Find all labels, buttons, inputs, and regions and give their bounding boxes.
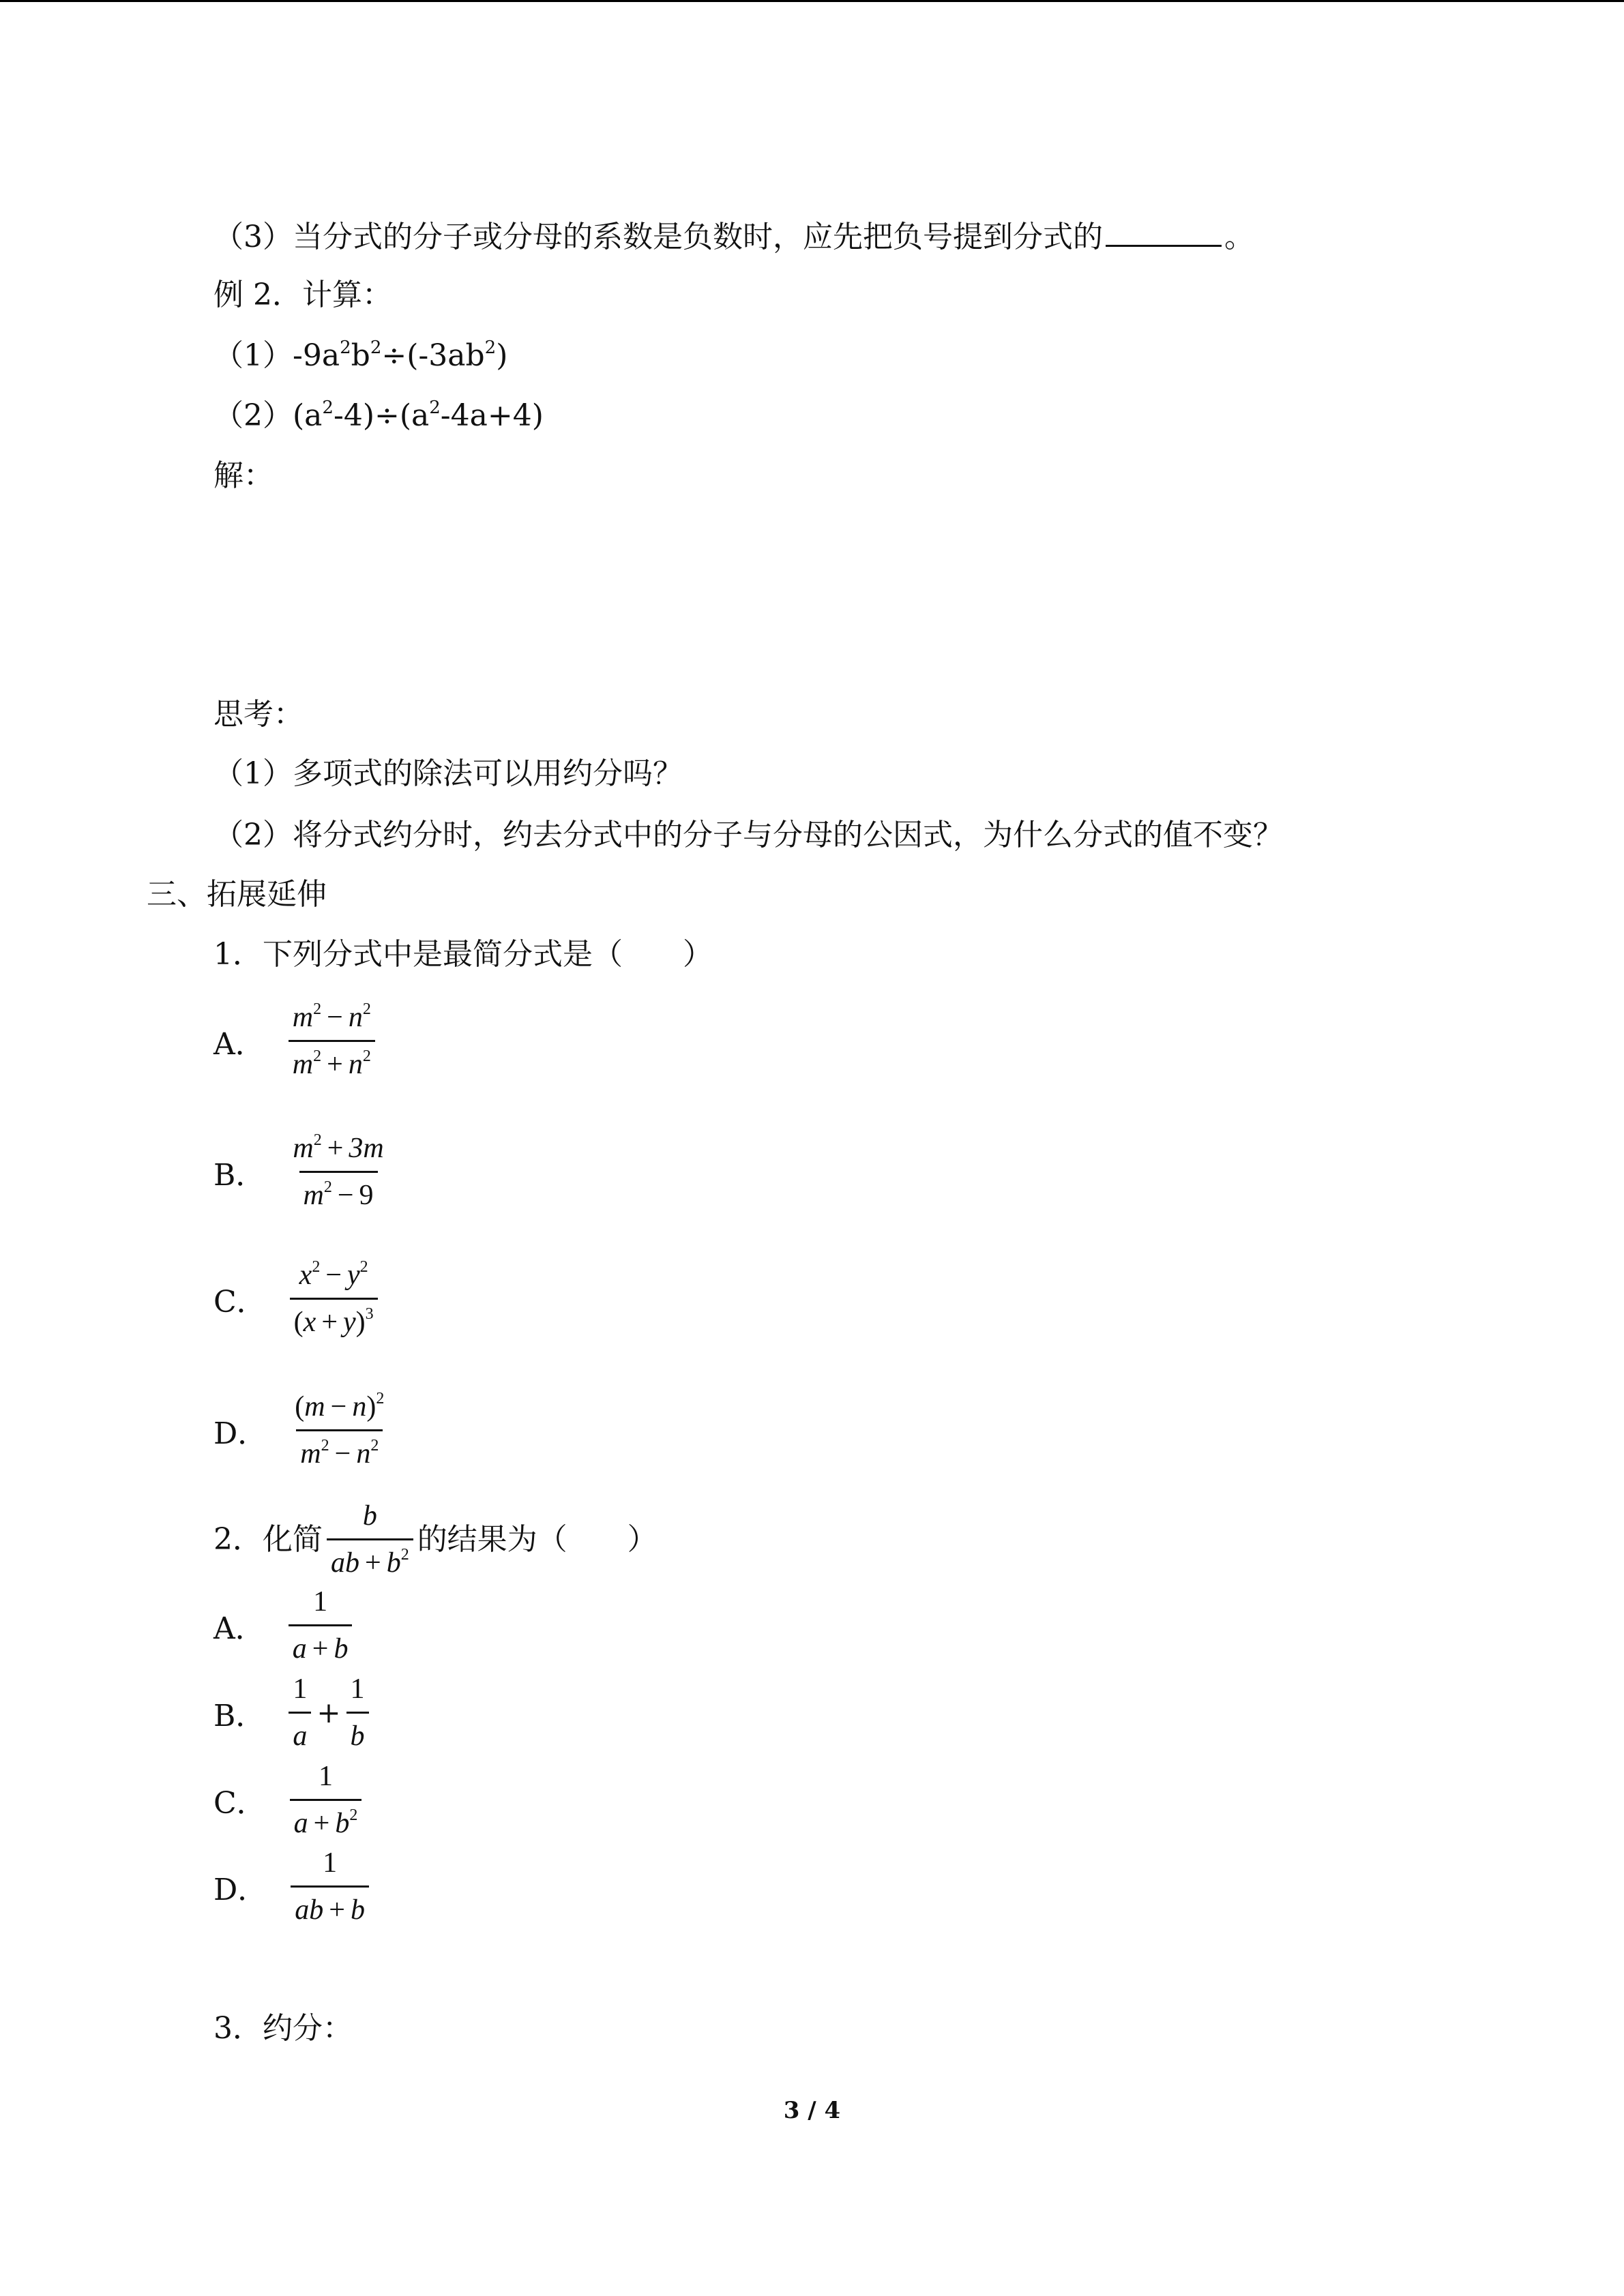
- fraction: $\frac{1}{ab + b}$: [291, 1845, 369, 1928]
- fill-blank: [1106, 218, 1222, 247]
- section-3-heading: 三、拓展延伸: [147, 877, 327, 912]
- fraction: $\frac{1}{a + b}$: [289, 1583, 353, 1667]
- think-item-1: （1）多项式的除法可以用约分吗？: [213, 756, 683, 791]
- example-2-item-2: $(2)(a^2-4)\div(a^2-4a+4)$: [213, 398, 544, 433]
- fraction: $\frac{b}{ab + b^2}$: [327, 1497, 413, 1581]
- p2-option-b: B． $\frac{1}{a}$ + $\frac{1}{b}$: [213, 1671, 369, 1755]
- p1-option-c: C． $\frac{x^2 - y^2}{(x + y)^3}$: [213, 1257, 378, 1341]
- think-label: 思考：: [213, 697, 304, 732]
- fraction: $\frac{x^2 - y^2}{(x + y)^3}$: [290, 1257, 378, 1341]
- q3-text: （3）当分式的分子或分母的系数是负数时，应先把负号提到分式的: [213, 220, 1103, 254]
- fraction: $\frac{m^2 + 3m}{m^2 - 9}$: [289, 1130, 387, 1214]
- p1-option-d: D． $\frac{(m - n)^2}{m^2 - n^2}$: [213, 1388, 388, 1472]
- example-2-item-1: $(1)-9a^2b^2\div(-3ab^2)$: [213, 338, 508, 373]
- think-item-2: （2）将分式约分时，约去分式中的分子与分母的公因式，为什么分式的值不变？: [213, 818, 1283, 852]
- example-2-title: 例 2．计算：: [213, 278, 392, 312]
- fraction: $\frac{m^2 - n^2}{m^2 + n^2}$: [289, 999, 375, 1083]
- p2-option-c: C． $\frac{1}{a + b^2}$: [213, 1758, 361, 1842]
- fraction: $\frac{1}{a}$: [289, 1671, 311, 1755]
- p1-option-b: B． $\frac{m^2 + 3m}{m^2 - 9}$: [213, 1130, 388, 1214]
- fraction: $\frac{(m - n)^2}{m^2 - n^2}$: [291, 1388, 388, 1472]
- question-3: [213, 217, 1254, 258]
- solution-label: 解：: [213, 458, 274, 493]
- problem-1-question: 1．下列分式中是最简分式是（ ）: [213, 937, 713, 972]
- problem-2-question: 2．化简 $\frac{b}{ab + b^2}$ 的结果为（ ）: [213, 1497, 658, 1581]
- p2-option-a: A． $\frac{1}{a + b}$: [213, 1583, 352, 1667]
- p2-option-d: D． $\frac{1}{ab + b}$: [213, 1845, 369, 1928]
- page-number: 3 / 4: [783, 2097, 841, 2124]
- fraction: $\frac{1}{b}$: [346, 1671, 369, 1755]
- top-border: [0, 0, 1624, 2]
- fraction: $\frac{1}{a + b^2}$: [290, 1758, 362, 1842]
- p1-option-a: A． $\frac{m^2 - n^2}{m^2 + n^2}$: [213, 999, 375, 1083]
- q3-suffix: 。: [1224, 220, 1254, 254]
- problem-3: 3．约分：: [213, 2011, 353, 2046]
